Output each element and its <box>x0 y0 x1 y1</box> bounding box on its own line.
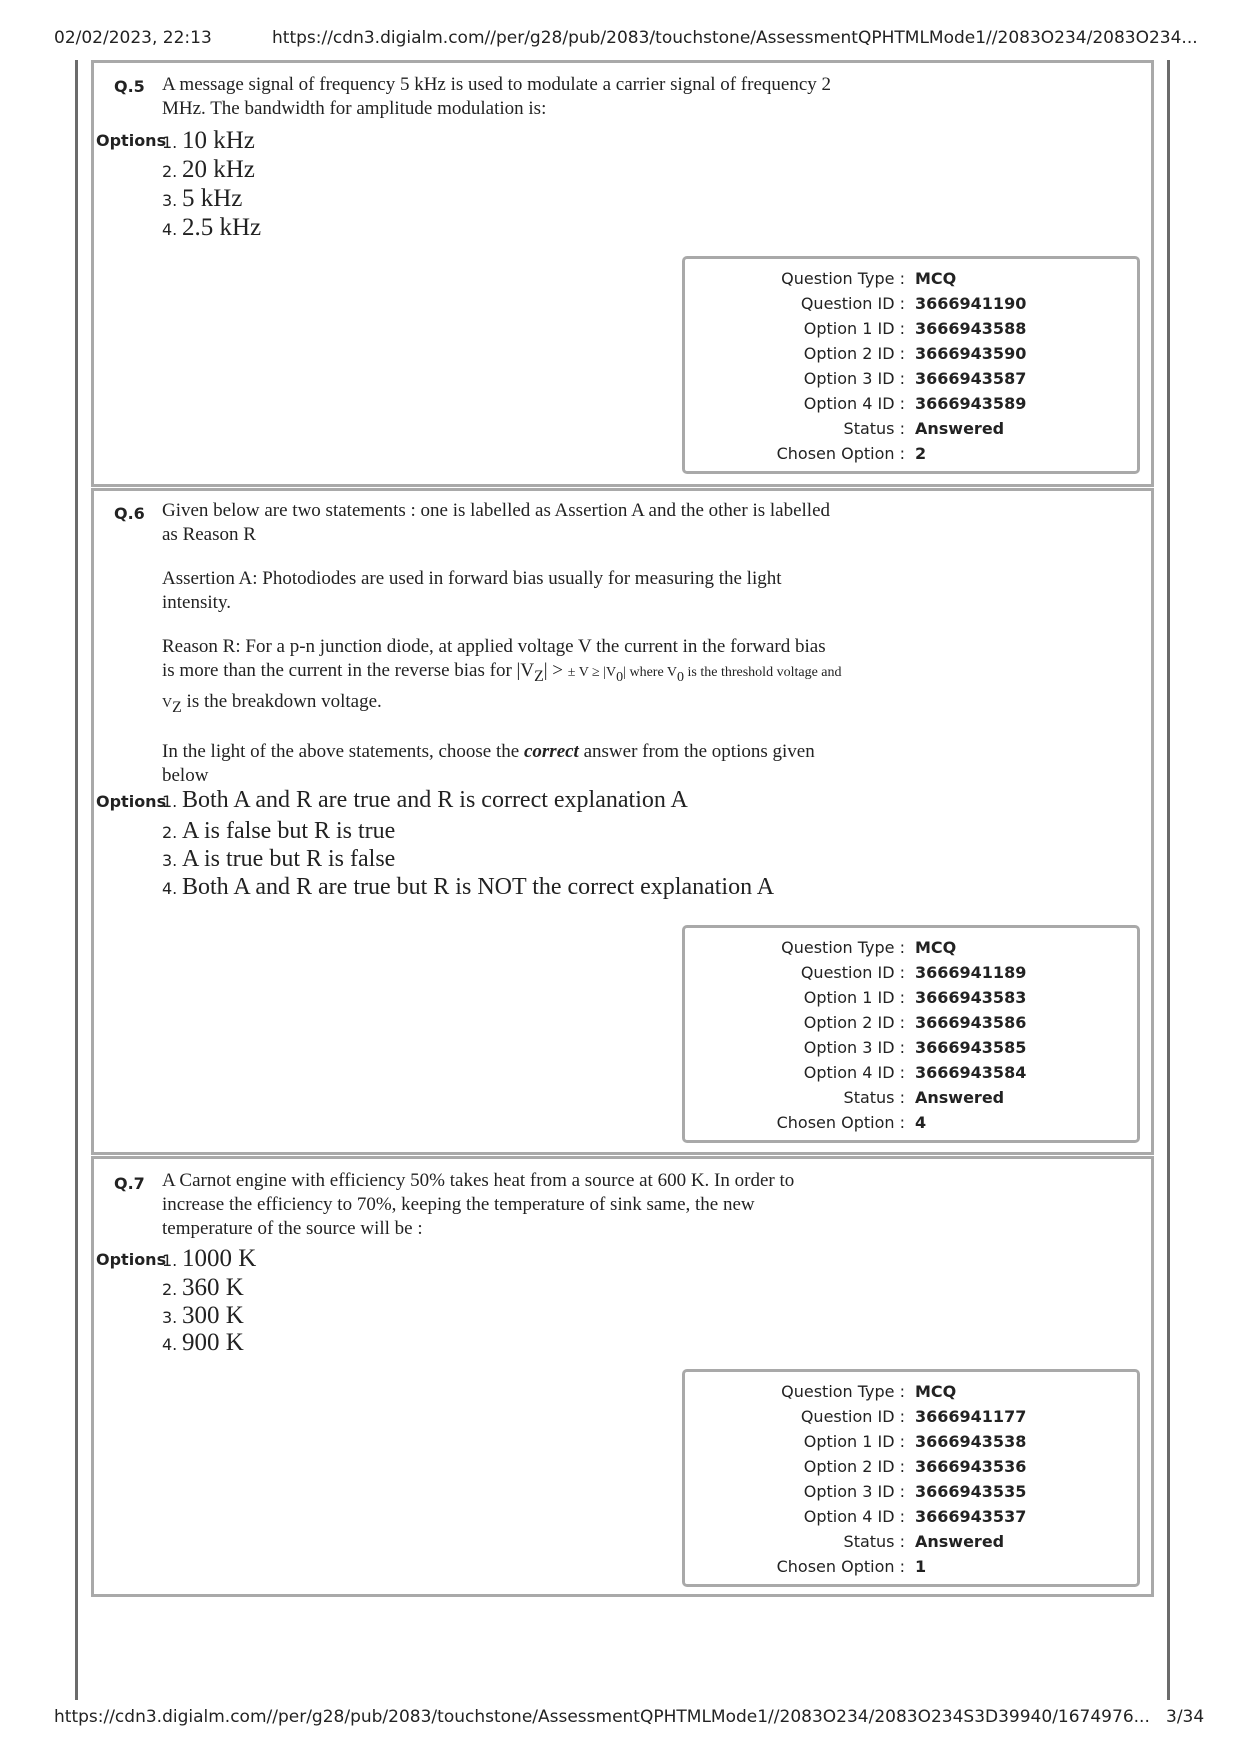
option-4 <box>162 1329 244 1357</box>
meta-label: Option 1 ID : <box>803 988 905 1007</box>
option-3 <box>162 185 242 213</box>
option-text: A is true but R is false <box>182 846 396 872</box>
status-value: Answered <box>915 1532 1005 1551</box>
meta-label: Option 2 ID : <box>803 344 905 363</box>
chosen-option-value: 1 <box>915 1557 927 1576</box>
meta-label: Status : <box>843 1088 905 1107</box>
option-number: 4. <box>162 220 178 239</box>
question-block-q7 <box>91 1156 1154 1597</box>
meta-label: Question ID : <box>800 1407 905 1426</box>
meta-label: Option 4 ID : <box>803 394 905 413</box>
question-text <box>162 73 842 141</box>
question-meta-box <box>682 1369 1140 1587</box>
question-stem: A message signal of frequency 5 kHz is used to modulate a carrier signal of frequency 2 MHz. The bandwidth for amplitude modulation is: <box>162 74 831 119</box>
question-type-value: MCQ <box>915 1382 957 1401</box>
page-border-right <box>1167 60 1170 1700</box>
question-type-value: MCQ <box>915 269 957 288</box>
question-stem: A Carnot engine with efficiency 50% takes heat from a source at 600 K. In order to increase the efficiency to 70%, keeping the temperature of sink same, the new temperature of the source will be : <box>162 1170 795 1239</box>
meta-label: Option 4 ID : <box>803 1507 905 1526</box>
meta-label: Chosen Option : <box>776 1113 905 1132</box>
print-datetime: 02/02/2023, 22:13 <box>54 28 212 48</box>
meta-label: Chosen Option : <box>776 444 905 463</box>
meta-label: Option 2 ID : <box>803 1457 905 1476</box>
option-number: 2. <box>162 1280 178 1299</box>
option-2 <box>162 818 395 845</box>
options-label: Options <box>96 792 167 811</box>
option-4 <box>162 214 261 242</box>
option-3 <box>162 846 395 873</box>
reason-statement: Reason R: For a p-n junction diode, at applied voltage V the current in the forward bias is more than the current in the reverse bias for $|V_Z|$ > ± $V \ge |V_0|$ where $V_0$ is the threshold voltage and $V_Z$ is the breakdown voltage. <box>162 636 842 716</box>
question-block-q5 <box>91 60 1154 487</box>
option-text: 900 K <box>182 1329 244 1356</box>
option3-id-value: 3666943585 <box>915 1038 1027 1057</box>
meta-label: Option 2 ID : <box>803 1013 905 1032</box>
option-number: 3. <box>162 1308 178 1327</box>
option3-id-value: 3666943587 <box>915 369 1027 388</box>
option3-id-value: 3666943535 <box>915 1482 1027 1501</box>
option1-id-value: 3666943583 <box>915 988 1027 1007</box>
options-label: Options <box>96 131 167 150</box>
option-1 <box>162 787 688 814</box>
option4-id-value: 3666943584 <box>915 1063 1027 1082</box>
option-number: 3. <box>162 851 178 870</box>
question-instruction: In the light of the above statements, choose the correct answer from the options given below <box>162 740 815 786</box>
meta-label: Option 4 ID : <box>803 1063 905 1082</box>
question-type-value: MCQ <box>915 938 957 957</box>
option-text: Both A and R are true but R is NOT the correct explanation A <box>182 874 775 900</box>
meta-label: Option 1 ID : <box>803 1432 905 1451</box>
status-value: Answered <box>915 1088 1005 1107</box>
option-2 <box>162 156 255 184</box>
chosen-option-value: 4 <box>915 1113 927 1132</box>
option-number: 1. <box>162 133 178 152</box>
status-value: Answered <box>915 419 1005 438</box>
meta-label: Option 3 ID : <box>803 1482 905 1501</box>
option-number: 4. <box>162 1335 178 1354</box>
option-text: Both A and R are true and R is correct explanation A <box>182 787 688 813</box>
question-text <box>162 499 842 808</box>
option4-id-value: 3666943589 <box>915 394 1027 413</box>
option-1 <box>162 127 255 155</box>
meta-label: Option 3 ID : <box>803 369 905 388</box>
meta-label: Question ID : <box>800 294 905 313</box>
question-id-value: 3666941189 <box>915 963 1027 982</box>
option-text: 5 kHz <box>182 185 243 212</box>
question-id-value: 3666941190 <box>915 294 1027 313</box>
question-block-q6 <box>91 488 1154 1155</box>
option-number: 1. <box>162 792 178 811</box>
option-2 <box>162 1274 244 1302</box>
option-number: 2. <box>162 162 178 181</box>
option1-id-value: 3666943588 <box>915 319 1027 338</box>
page-number: 3/34 <box>1166 1707 1205 1727</box>
question-text <box>162 1169 842 1261</box>
print-footer-url: https://cdn3.digialm.com//per/g28/pub/2083/touchstone/AssessmentQPHTMLMode1//2083O234/2083O234S3D39940/1674976... <box>54 1707 1150 1727</box>
meta-label: Chosen Option : <box>776 1557 905 1576</box>
question-number: Q.7 <box>114 1174 145 1193</box>
option-number: 3. <box>162 191 178 210</box>
option2-id-value: 3666943586 <box>915 1013 1027 1032</box>
question-intro: Given below are two statements : one is labelled as Assertion A and the other is labelled as Reason R <box>162 500 831 545</box>
option-4 <box>162 874 774 901</box>
meta-label: Option 1 ID : <box>803 319 905 338</box>
option-text: 1000 K <box>182 1245 257 1272</box>
option1-id-value: 3666943538 <box>915 1432 1027 1451</box>
option-1 <box>162 1245 256 1273</box>
meta-label: Question Type : <box>781 269 905 288</box>
assertion-statement: Assertion A: Photodiodes are used in forward bias usually for measuring the light intensity. <box>162 568 782 613</box>
question-id-value: 3666941177 <box>915 1407 1027 1426</box>
question-number: Q.5 <box>114 77 145 96</box>
page-border-left <box>75 60 78 1700</box>
option-text: 10 kHz <box>182 127 255 154</box>
meta-label: Question Type : <box>781 1382 905 1401</box>
meta-label: Status : <box>843 419 905 438</box>
question-meta-box <box>682 925 1140 1143</box>
option-text: 300 K <box>182 1302 244 1329</box>
option-number: 2. <box>162 823 178 842</box>
option2-id-value: 3666943590 <box>915 344 1027 363</box>
option-text: 20 kHz <box>182 156 255 183</box>
option-number: 1. <box>162 1251 178 1270</box>
meta-label: Question ID : <box>800 963 905 982</box>
meta-label: Status : <box>843 1532 905 1551</box>
option4-id-value: 3666943537 <box>915 1507 1027 1526</box>
question-meta-box <box>682 256 1140 474</box>
chosen-option-value: 2 <box>915 444 927 463</box>
options-label: Options <box>96 1250 167 1269</box>
option-text: 360 K <box>182 1274 244 1301</box>
option-text: 2.5 kHz <box>182 214 262 241</box>
option-text: A is false but R is true <box>182 818 396 844</box>
option2-id-value: 3666943536 <box>915 1457 1027 1476</box>
meta-label: Question Type : <box>781 938 905 957</box>
option-number: 4. <box>162 879 178 898</box>
meta-label: Option 3 ID : <box>803 1038 905 1057</box>
print-url: https://cdn3.digialm.com//per/g28/pub/2083/touchstone/AssessmentQPHTMLMode1//2083O234/2083O234... <box>272 28 1198 48</box>
option-3 <box>162 1302 244 1330</box>
question-number: Q.6 <box>114 504 145 523</box>
